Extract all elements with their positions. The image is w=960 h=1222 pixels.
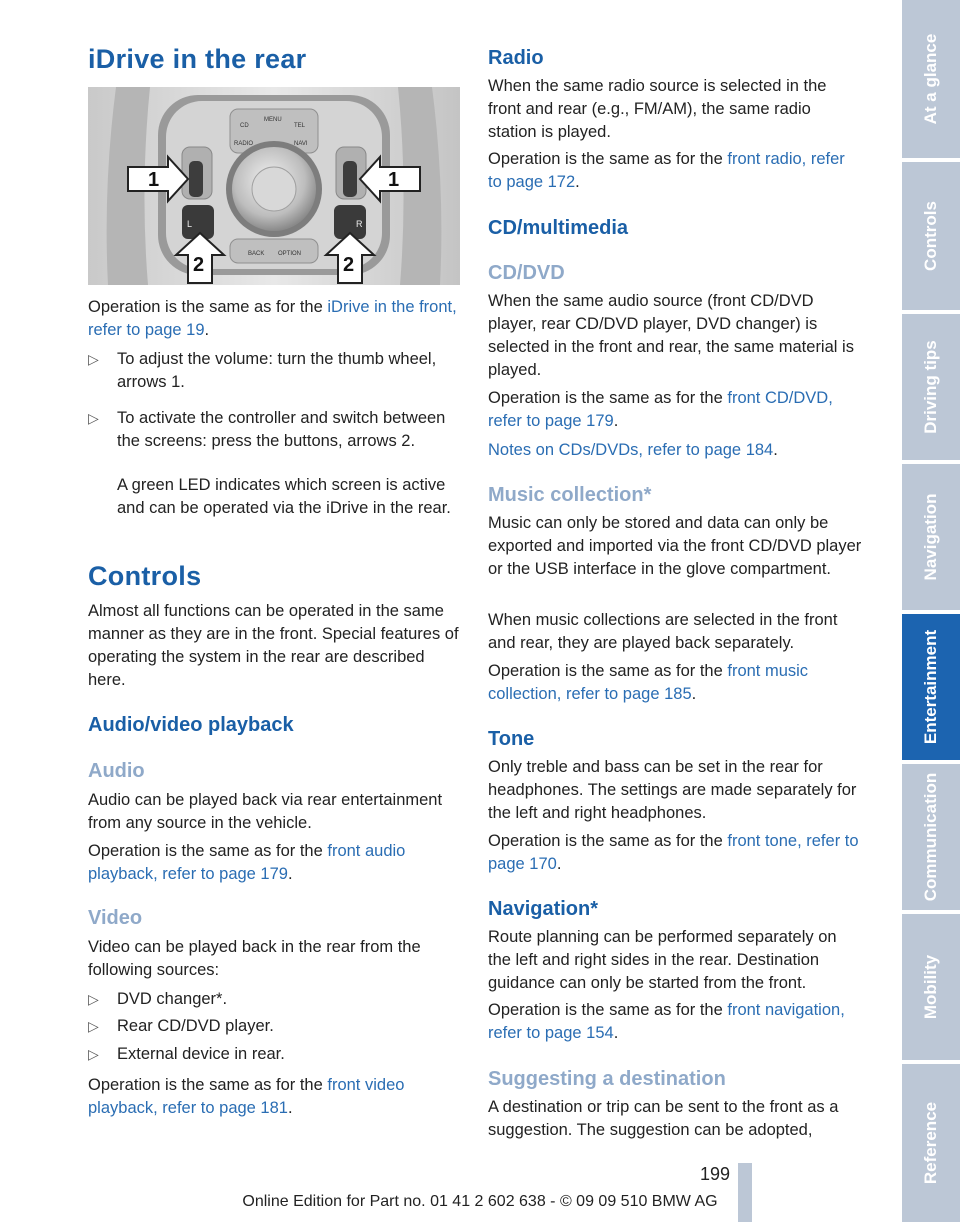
front-music-link[interactable]: front music collection, refer to page 185 [488, 662, 809, 703]
cd-dvd-ref-paragraph: Operation is the same as for the front CD/DVD, refer to page 179. [488, 389, 833, 430]
chapter-tabs [902, 0, 960, 1222]
option-button-label: OPTION [278, 251, 302, 257]
front-radio-link[interactable]: front radio, refer to page 172 [488, 150, 845, 191]
music-paragraph-1: Music can only be stored and data can only be exported and imported via the front CD/DVD player or the USB interface in the glove compartment. [488, 514, 862, 578]
navigation-ref-paragraph: Operation is the same as for the front navigation, refer to page 154. [488, 1001, 845, 1042]
music-ref-paragraph: Operation is the same as for the front music collection, refer to page 185. [488, 662, 809, 703]
list-item: ▷ Rear CD/DVD player. [88, 1015, 462, 1038]
music-collection-heading: Music collection* [488, 484, 652, 506]
bullet-triangle-icon: ▷ [88, 991, 99, 1007]
list-item: ▷ DVD changer*. [88, 988, 462, 1011]
list-item: ▷ External device in rear. [88, 1043, 462, 1066]
arrow-2-left-label: 2 [193, 254, 205, 276]
audio-heading: Audio [88, 760, 145, 782]
radio-button-label: RADIO [234, 141, 254, 147]
page-number: 199 [700, 1164, 731, 1184]
front-video-link[interactable]: front video playback, refer to page 181 [88, 1076, 405, 1117]
tab-at-a-glance[interactable]: At a glance [902, 0, 960, 158]
audio-video-heading: Audio/video playback [88, 714, 294, 736]
bullet-triangle-icon: ▷ [88, 351, 99, 367]
list-item: ▷ To adjust the volume: turn the thumb wheel, arrows 1. [88, 350, 437, 391]
tab-reference[interactable]: Reference [902, 1064, 960, 1222]
bullet-triangle-icon: ▷ [88, 410, 99, 426]
menu-button-label: MENU [264, 117, 282, 123]
cd-dvd-paragraph: When the same audio source (front CD/DVD player, rear CD/DVD player, DVD changer) is selected in the front and rear, the same material is played. [488, 292, 854, 379]
left-screen-button-label: L [187, 219, 193, 229]
arrow-1-right-label: 1 [388, 169, 400, 191]
notes-cd-dvd-link[interactable]: Notes on CDs/DVDs, refer to page 184 [488, 441, 774, 459]
footer: Online Edition for Part no. 01 41 2 602 638 - © 09 09 510 BMW AG [242, 1193, 718, 1210]
controls-paragraph: Almost all functions can be operated in the same manner as they are in the front. Special features of operating the system in the rear are described here. [88, 602, 459, 689]
idrive-rear-photo [88, 87, 460, 285]
notes-ref-paragraph: Notes on CDs/DVDs, refer to page 184. [488, 441, 778, 459]
tab-communication[interactable]: Communication [902, 764, 960, 910]
tab-controls[interactable]: Controls [902, 162, 960, 310]
tab-mobility[interactable]: Mobility [902, 914, 960, 1060]
radio-heading: Radio [488, 47, 544, 69]
idrive-front-link[interactable]: iDrive in the front, refer to page 19 [88, 298, 457, 339]
back-button-label: BACK [248, 251, 265, 257]
navi-button-label: NAVI [294, 141, 308, 147]
intro-paragraph: Operation is the same as for the iDrive in the front, refer to page 19. [88, 298, 457, 339]
radio-ref-paragraph: Operation is the same as for the front radio, refer to page 172. [488, 150, 845, 191]
suggesting-destination-heading: Suggesting a destination [488, 1068, 726, 1090]
music-paragraph-2: When music collections are selected in the front and rear, they are played back separately. [488, 611, 838, 652]
bullet-triangle-icon: ▷ [88, 1046, 99, 1062]
page-title: iDrive in the rear [88, 44, 307, 74]
navigation-paragraph: Route planning can be performed separately on the left and right sides in the rear. Destination guidance can only be started from the front. [488, 928, 837, 992]
tab-entertainment[interactable]: Entertainment [902, 614, 960, 760]
tone-paragraph: Only treble and bass can be set in the rear for headphones. The settings are made separately for the left and right headphones. [488, 758, 857, 822]
cd-dvd-heading: CD/DVD [488, 262, 565, 284]
tone-ref-paragraph: Operation is the same as for the front tone, refer to page 170. [488, 832, 859, 873]
suggesting-paragraph: A destination or trip can be sent to the front as a suggestion. The suggestion can be adopted, [488, 1098, 839, 1139]
front-navigation-link[interactable]: front navigation, refer to page 154 [488, 1001, 845, 1042]
front-cd-dvd-link[interactable]: front CD/DVD, refer to page 179 [488, 389, 833, 430]
audio-ref-paragraph: Operation is the same as for the front audio playback, refer to page 179. [88, 842, 406, 883]
tel-button-label: TEL [294, 123, 306, 129]
tab-navigation[interactable]: Navigation [902, 464, 960, 610]
tab-driving-tips[interactable]: Driving tips [902, 314, 960, 460]
right-screen-button-label: R [356, 219, 363, 229]
audio-paragraph: Audio can be played back via rear entertainment from any source in the vehicle. [88, 791, 443, 832]
controls-heading: Controls [88, 561, 202, 591]
radio-paragraph: When the same radio source is selected in the front and rear (e.g., FM/AM), the same radio station is played. [488, 77, 827, 141]
video-ref-paragraph: Operation is the same as for the front video playback, refer to page 181. [88, 1076, 405, 1117]
front-audio-link[interactable]: front audio playback, refer to page 179 [88, 842, 406, 883]
navigation-heading: Navigation* [488, 898, 599, 920]
arrow-1-left-label: 1 [148, 169, 160, 191]
front-tone-link[interactable]: front tone, refer to page 170 [488, 832, 859, 873]
bullet-triangle-icon: ▷ [88, 1018, 99, 1034]
cd-multimedia-heading: CD/multimedia [488, 217, 629, 239]
video-paragraph: Video can be played back in the rear from the following sources: [88, 938, 421, 979]
cd-button-label: CD [240, 123, 249, 129]
list-item: ▷ To activate the controller and switch between the screens: press the buttons, arrows 2. [88, 409, 446, 450]
video-heading: Video [88, 907, 143, 929]
tone-heading: Tone [488, 728, 535, 750]
arrow-2-right-label: 2 [343, 254, 355, 276]
